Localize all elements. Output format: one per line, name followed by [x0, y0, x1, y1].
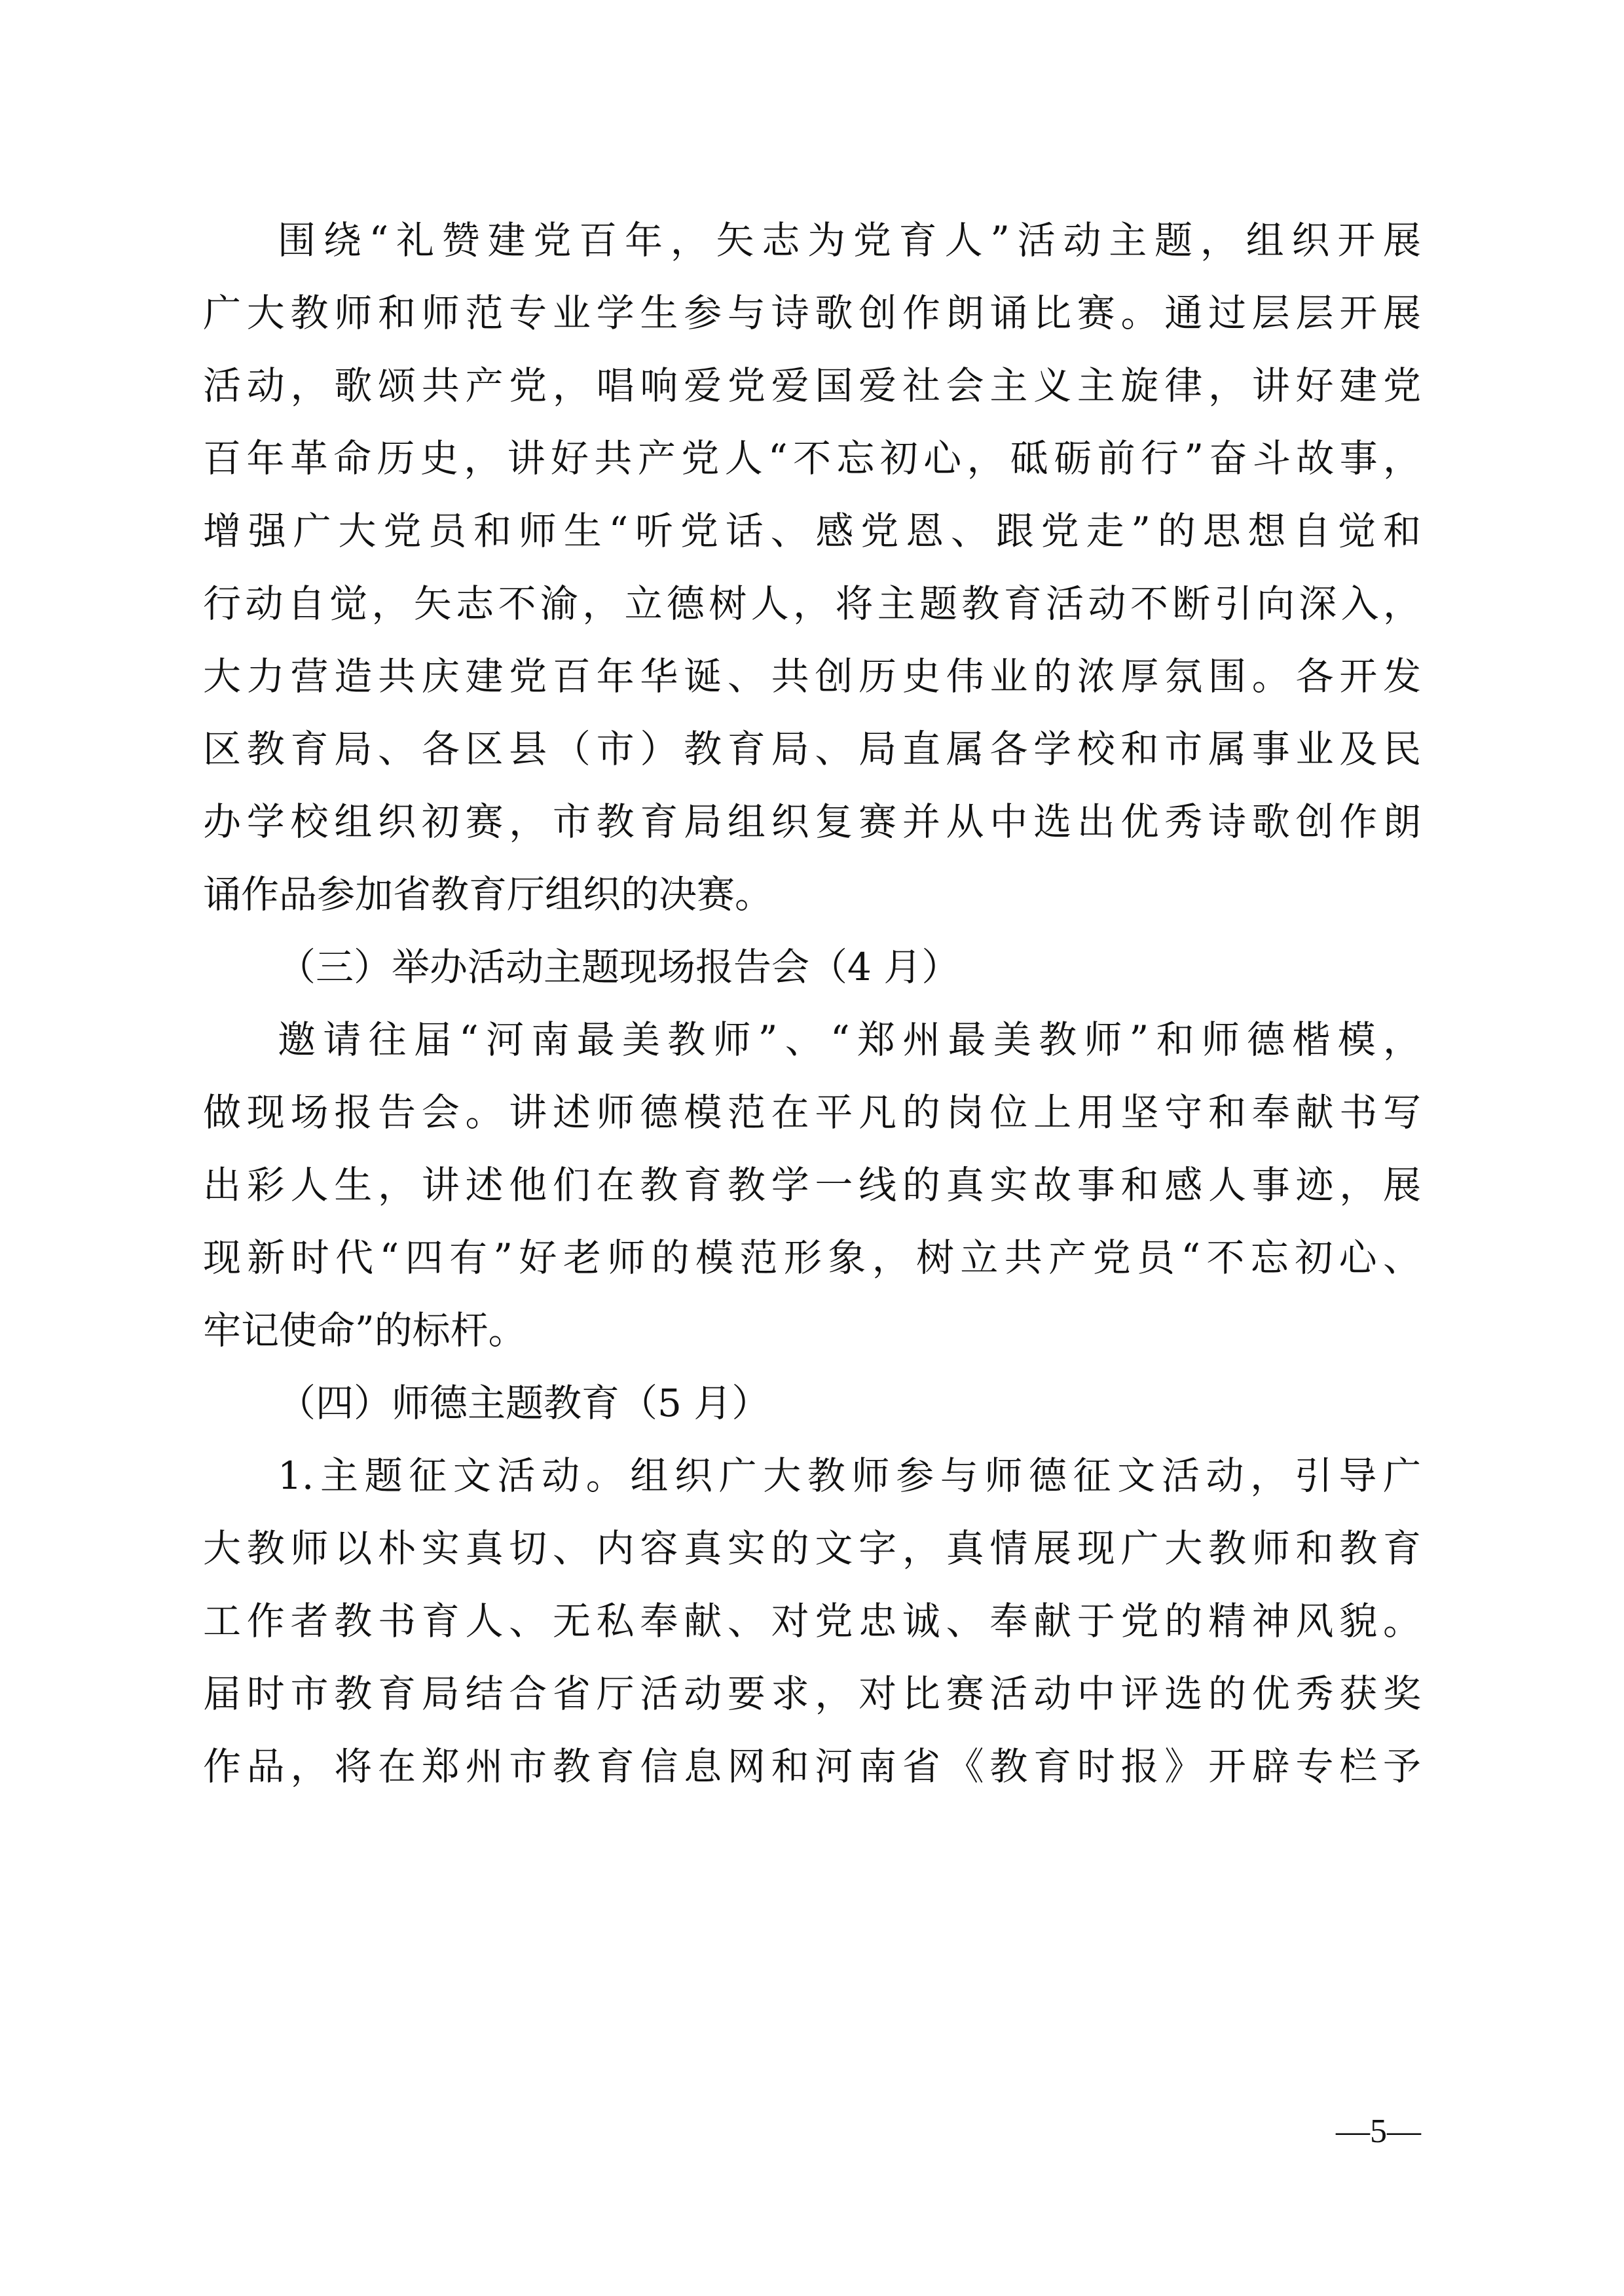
- paragraph-1-line-1: 围绕“礼赞建党百年，矢志为党育人”活动主题，组织开展: [278, 218, 1421, 263]
- paragraph-1-line-7: 大力营造共庆建党百年华诞、共创历史伟业的浓厚氛围。各开发: [203, 654, 1421, 699]
- paragraph-1-line-2: 广大教师和师范专业学生参与诗歌创作朗诵比赛。通过层层开展: [203, 291, 1421, 335]
- paragraph-1-line-10: 诵作品参加省教育厅组织的决赛。: [203, 872, 773, 917]
- paragraph-2-line-5: 牢记使命”的标杆。: [203, 1308, 526, 1353]
- paragraph-3-line-5: 作品，将在郑州市教育信息网和河南省《教育时报》开辟专栏予: [203, 1744, 1421, 1789]
- paragraph-1-line-8: 区教育局、各区县（市）教育局、局直属各学校和市属事业及民: [203, 727, 1421, 771]
- paragraph-3-line-2: 大教师以朴实真切、内容真实的文字，真情展现广大教师和教育: [203, 1526, 1421, 1571]
- paragraph-3-line-3: 工作者教书育人、无私奉献、对党忠诚、奉献于党的精神风貌。: [203, 1599, 1421, 1643]
- paragraph-1-line-6: 行动自觉，矢志不渝，立德树人，将主题教育活动不断引向深入，: [203, 581, 1421, 626]
- paragraph-1-line-3: 活动，歌颂共产党，唱响爱党爱国爱社会主义主旋律，讲好建党: [203, 363, 1421, 408]
- paragraph-2-line-1: 邀请往届“河南最美教师”、“郑州最美教师”和师德楷模，: [278, 1017, 1421, 1062]
- page-number: —5—: [1336, 2113, 1421, 2150]
- paragraph-1-line-4: 百年革命历史，讲好共产党人“不忘初心，砥砺前行”奋斗故事，: [203, 436, 1421, 481]
- paragraph-1-line-9: 办学校组织初赛，市教育局组织复赛并从中选出优秀诗歌创作朗: [203, 799, 1421, 844]
- paragraph-1-line-5: 增强广大党员和师生“听党话、感党恩、跟党走”的思想自觉和: [203, 509, 1421, 553]
- paragraph-2-line-3: 出彩人生，讲述他们在教育教学一线的真实故事和感人事迹，展: [203, 1163, 1421, 1207]
- paragraph-2-line-2: 做现场报告会。讲述师德模范在平凡的岗位上用坚守和奉献书写: [203, 1090, 1421, 1135]
- section-heading-4: （四）师德主题教育（5 月）: [278, 1381, 770, 1425]
- paragraph-3-line-1: 1.主题征文活动。组织广大教师参与师德征文活动，引导广: [278, 1453, 1421, 1498]
- paragraph-2-line-4: 现新时代“四有”好老师的模范形象，树立共产党员“不忘初心、: [203, 1235, 1421, 1280]
- paragraph-3-line-4: 届时市教育局结合省厅活动要求，对比赛活动中评选的优秀获奖: [203, 1671, 1421, 1716]
- section-heading-3: （三）举办活动主题现场报告会（4 月）: [278, 945, 960, 989]
